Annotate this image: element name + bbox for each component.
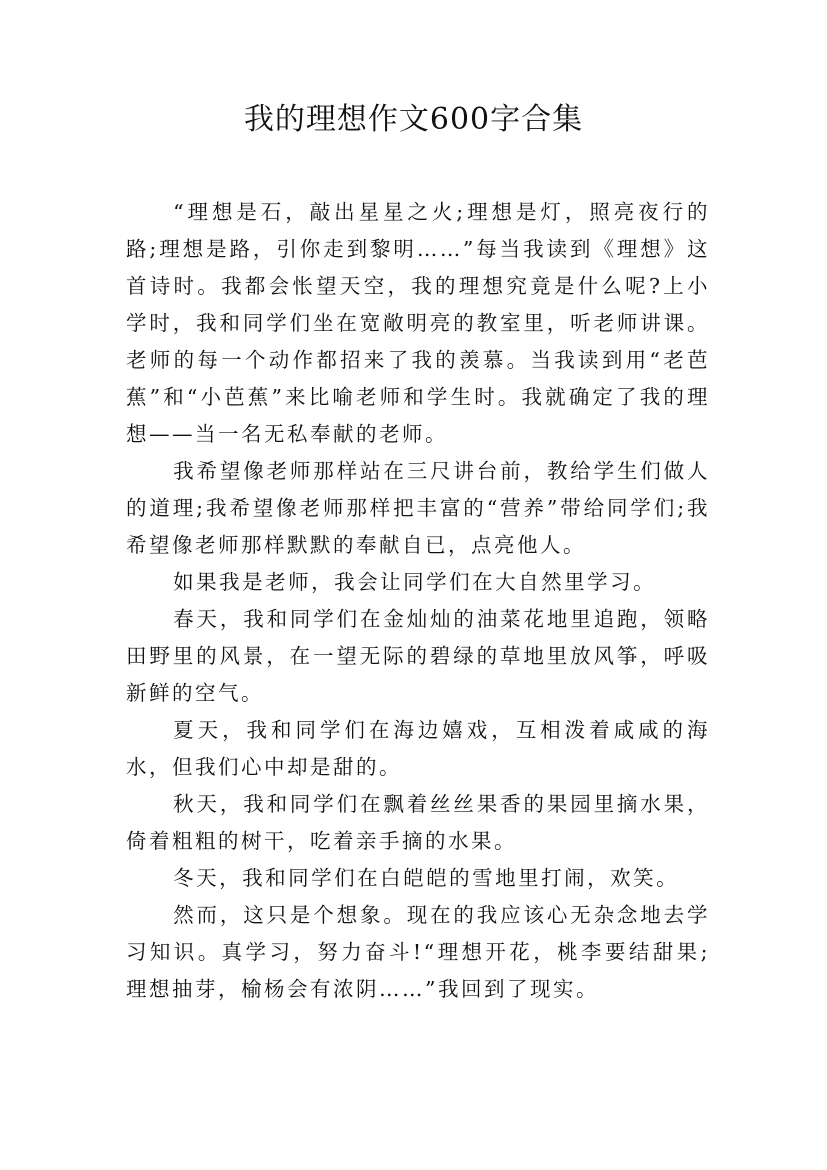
document-title: 我的理想作文600字合集 [243, 102, 584, 137]
paragraph-7: 冬天，我和同学们在白皑皑的雪地里打闹，欢笑。 [173, 866, 680, 890]
paragraph-6: 秋天，我和同学们在飘着丝丝果香的果园里摘水果，倚着粗粗的树干，吃着亲手摘的水果。 [126, 792, 710, 853]
paragraph-3: 如果我是老师，我会让同学们在大自然里学习。 [173, 570, 657, 594]
paragraph-8: 然而，这只是个想象。现在的我应该心无杂念地去学习知识。真学习，努力奋斗!“理想开花，桃李要结甜果;理想抽芽，榆杨会有浓阴……”我回到了现实。 [126, 903, 710, 1001]
paragraph-1: “理想是石，敲出星星之火;理想是灯，照亮夜行的路;理想是路，引你走到黎明……”每当我读到《理想》这首诗时。我都会怅望天空，我的理想究竟是什么呢?上小学时，我和同学们坐在宽敞明亮的教室里，听老师讲课。老师的每一个动作都招来了我的羡慕。当我读到用“老芭蕉”和“小芭蕉”来比喻老师和学生时。我就确定了我的理想——当一名无私奉献的老师。 [126, 200, 710, 446]
paragraph-2: 我希望像老师那样站在三尺讲台前，教给学生们做人的道理;我希望像老师那样把丰富的“营养”带给同学们;我希望像老师那样默默的奉献自已，点亮他人。 [126, 459, 710, 557]
paragraph-5: 夏天，我和同学们在海边嬉戏，互相泼着咸咸的海水，但我们心中却是甜的。 [126, 718, 710, 779]
essay-body [126, 194, 710, 1008]
paragraph-4: 春天，我和同学们在金灿灿的油菜花地里追跑，领略田野里的风景，在一望无际的碧绿的草地里放风筝，呼吸新鲜的空气。 [126, 607, 710, 705]
